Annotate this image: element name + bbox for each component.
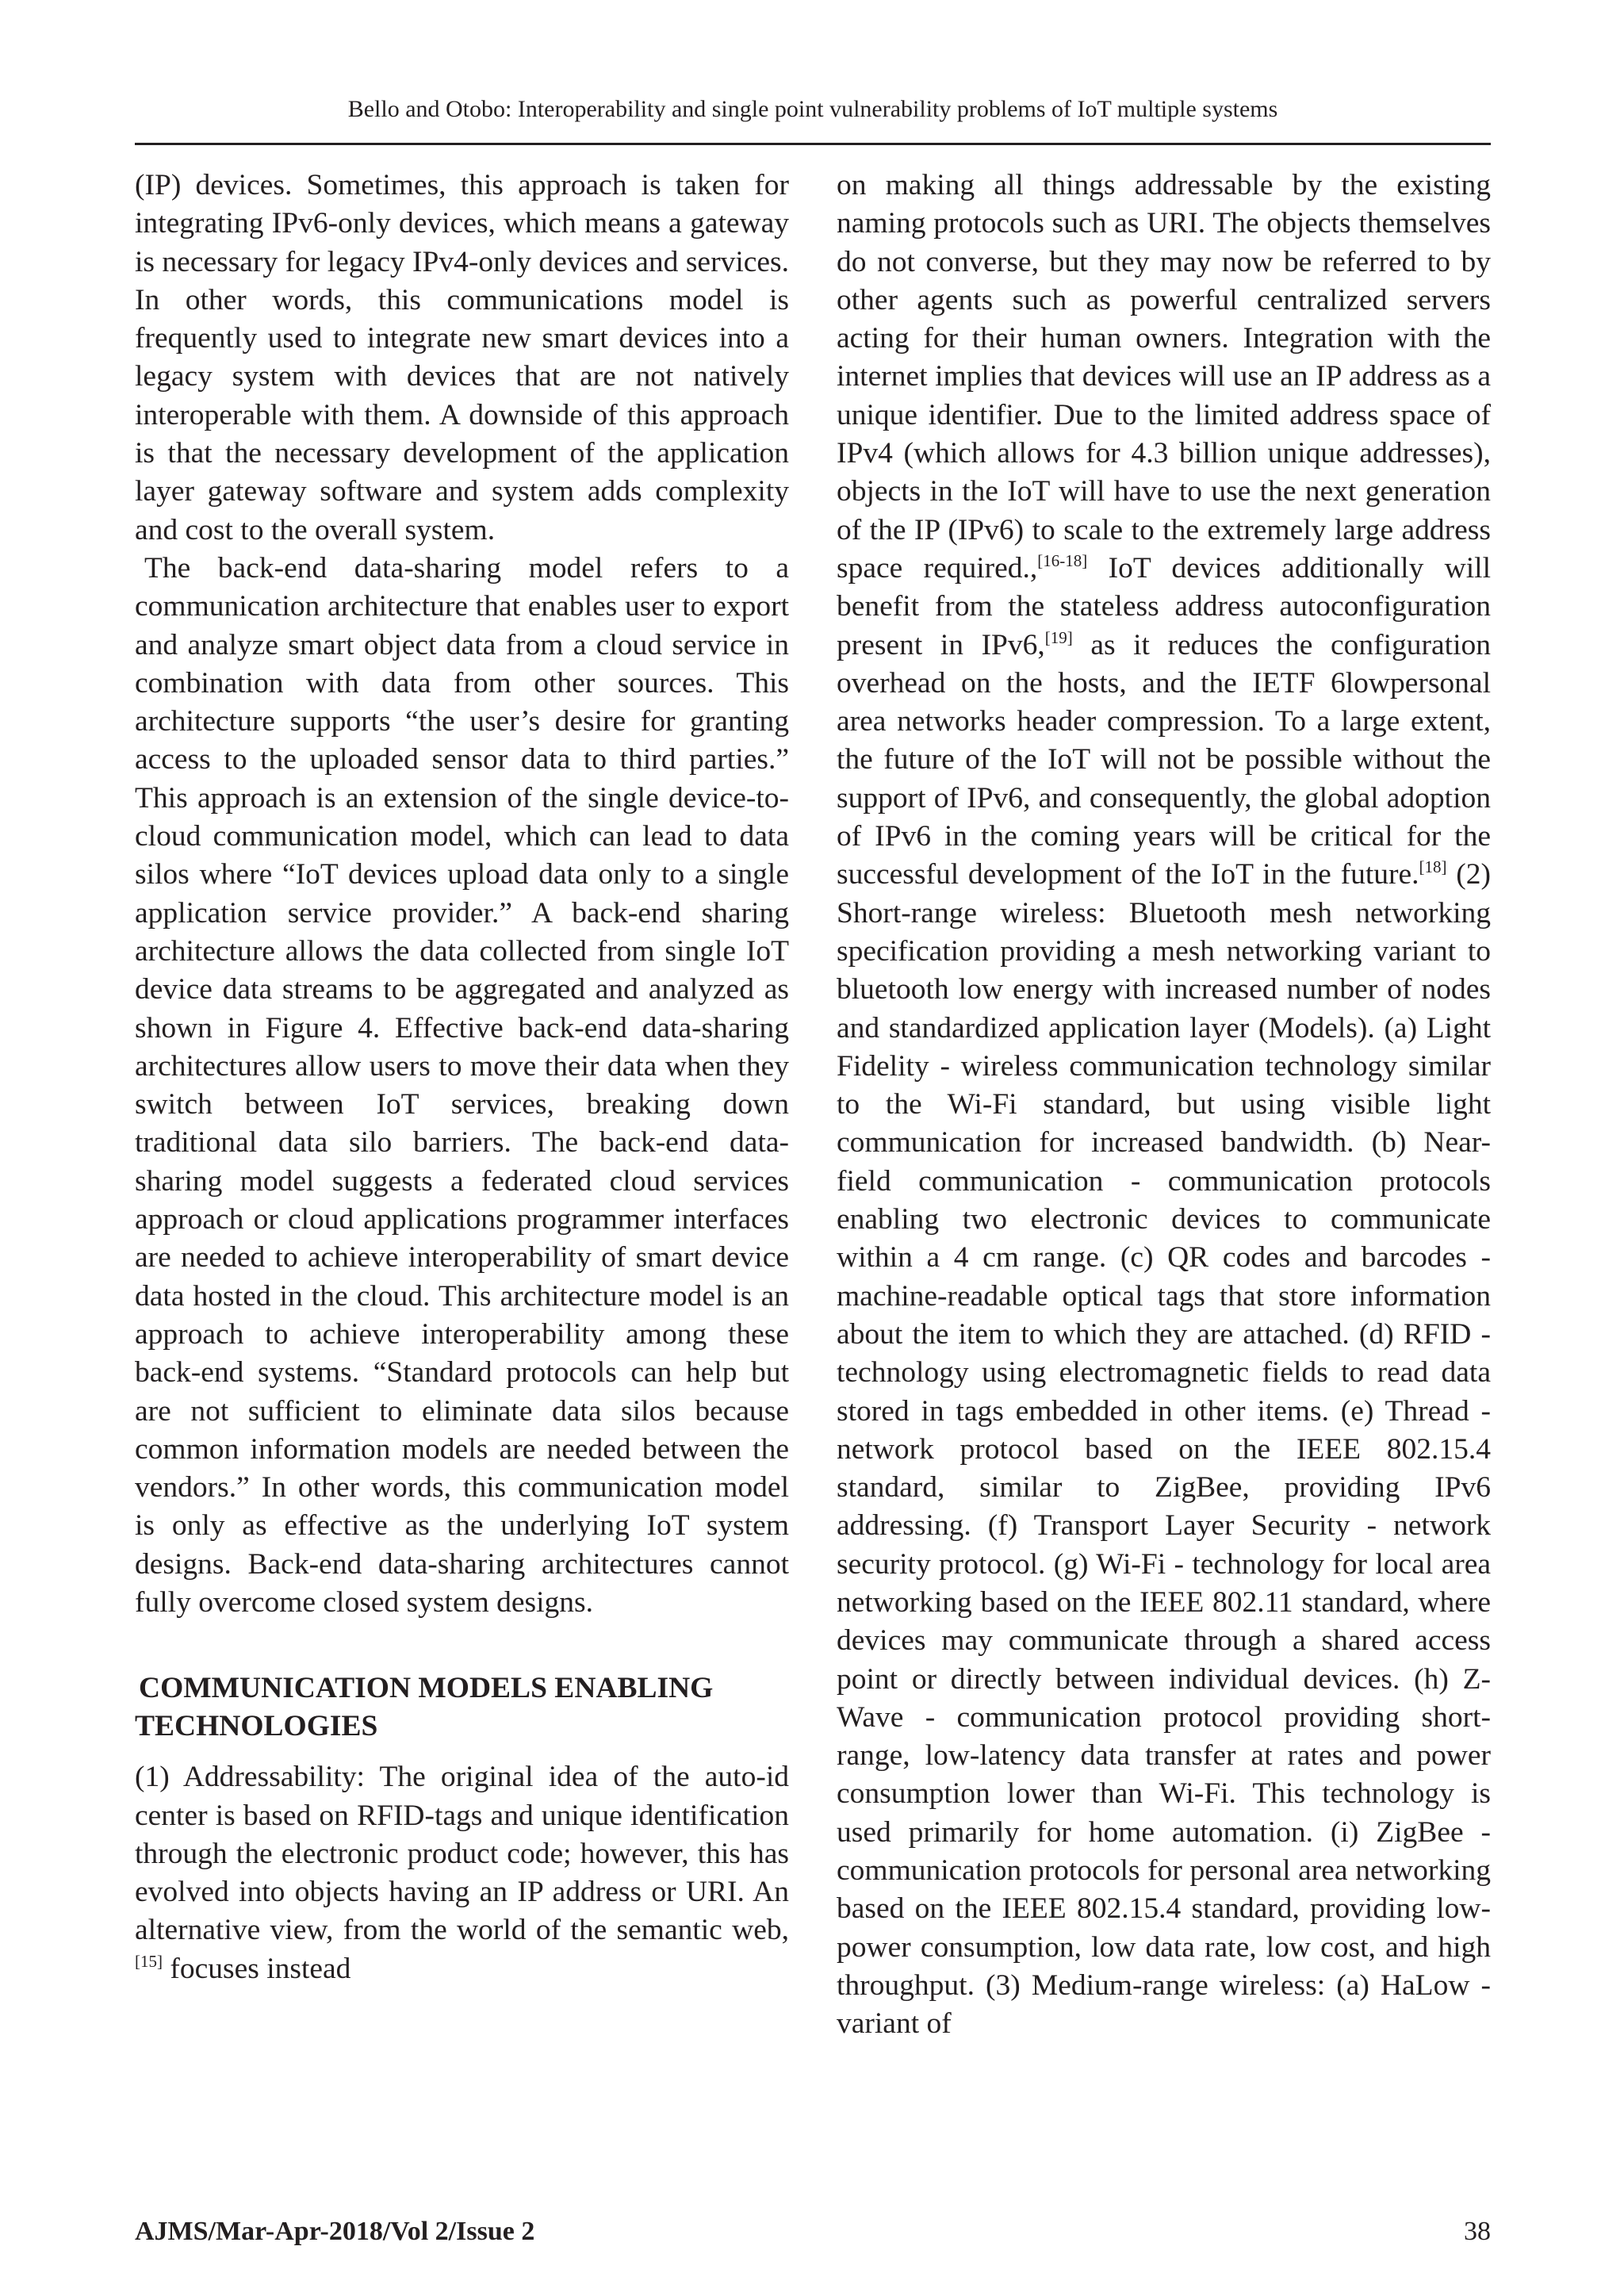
paragraph-addressability-continued	[837, 167, 1491, 2044]
addressability-tail: focuses instead	[163, 1952, 351, 1985]
right-text-1: on making all things addressable by the existing naming protocols such as URI. The objects themselves do not converse, but they may now be referred to by other agents such as powerful centralized servers acting for their human owners. Integration with the internet implies that devices will use an IP address as a unique identifier. Due to the limited address space of IPv4 (which allows for 4.3 billion unique addresses), objects in the IoT will have to use the next generation of the IP (IPv6) to scale to the extremely large address space required.,	[837, 169, 1491, 585]
header-rule	[135, 143, 1491, 145]
left-column	[135, 167, 789, 1988]
right-text-3: as it reduces the configuration overhead on the hosts, and the IETF 6lowpersonal area networks header compression. To a large extent, the future of the IoT will not be possible without the support of IPv6, and consequently, the global adoption of IPv6 in the coming years will be critical for the successful development of the IoT in the future.	[837, 628, 1491, 891]
section-heading-line-1: COMMUNICATION MODELS ENABLING	[139, 1672, 714, 1705]
section-heading	[135, 1669, 789, 1746]
citation-16-18: [16-18]	[1037, 550, 1088, 570]
addressability-text: (1) Addressability: The original idea of the auto-id center is based on RFID-tags and unique identification through the electronic product code; however, this has evolved into objects having an IP address or URI. An alternative view, from the world of the semantic web,	[135, 1761, 789, 1947]
paragraph-gateway-model: (IP) devices. Sometimes, this approach is taken for integrating IPv6-only devices, which means a gateway is necessary for legacy IPv4-only devices and services. In other words, this communications model is frequently used to integrate new smart devices into a legacy system with devices that are not natively interoperable with them. A downside of this approach is that the necessary development of the application layer gateway software and system adds complexity and cost to the overall system.	[135, 169, 789, 546]
citation-18: [18]	[1419, 857, 1447, 877]
running-title: Bello and Otobo: Interoperability and single point vulnerability problems of IoT multiple systems	[347, 96, 1278, 122]
running-header	[135, 94, 1491, 125]
right-column	[837, 167, 1491, 2044]
section-heading-line-2: TECHNOLOGIES	[135, 1710, 378, 1743]
paragraph-back-end-sharing: The back-end data-sharing model refers to a communication architecture that enables user to export and analyze smart object data from a cloud service in combination with data from other sources. This architecture supports “the user’s desire for granting access to the uploaded sensor data to third parties.” This approach is an extension of the single device-to-cloud communication model, which can lead to data silos where “IoT devices upload data only to a single application service provider.” A back-end sharing architecture allows the data collected from single IoT device data streams to be aggregated and analyzed as shown in Figure 4. Effective back-end data-sharing architectures allow users to move their data when they switch between IoT services, breaking down traditional data silo barriers. The back-end data-sharing model suggests a federated cloud services approach or cloud applications programmer interfaces are needed to achieve interoperability of smart device data hosted in the cloud. This architecture model is an approach to achieve interoperability among these back-end systems. “Standard protocols can help but are not sufficient to eliminate data silos because common information models are needed between the vendors.” In other words, this communication model is only as effective as the underlying IoT system designs. Back-end data-sharing architectures cannot fully overcome closed system designs.	[135, 551, 789, 1619]
citation-19: [19]	[1044, 627, 1073, 647]
citation-15: [15]	[135, 1951, 163, 1971]
paragraph-addressability	[135, 1758, 789, 1988]
page-number: 38	[1464, 2217, 1491, 2246]
right-text-4: (2) Short-range wireless: Bluetooth mesh networking specification providing a mesh networking variant to bluetooth low energy with increased number of nodes and standardized application layer (Models). (a) Light Fidelity - wireless communication technology similar to the Wi-Fi standard, but using visible light communication for increased bandwidth. (b) Near-field communication - communication protocols enabling two electronic devices to communicate within a 4 cm range. (c) QR codes and barcodes - machine-readable optical tags that store information about the item to which they are attached. (d) RFID - technology using electromagnetic fields to read data stored in tags embedded in other items. (e) Thread - network protocol based on the IEEE 802.15.4 standard, similar to ZigBee, providing IPv6 addressing. (f) Transport Layer Security - network security protocol. (g) Wi-Fi - technology for local area networking based on the IEEE 802.11 standard, where devices may communicate through a shared access point or directly between individual devices. (h) Z-Wave - communication protocol providing short-range, low-latency data transfer at rates and power consumption lower than Wi-Fi. This technology is used primarily for home automation. (i) ZigBee - communication protocols for personal area networking based on the IEEE 802.15.4 standard, providing low-power consumption, low data rate, low cost, and high throughput. (3) Medium-range wireless: (a) HaLow - variant of	[837, 858, 1491, 2041]
journal-issue: AJMS/Mar-Apr-2018/Vol 2/Issue 2	[135, 2217, 535, 2246]
right-text-2: IoT devices additionally will benefit from the stateless address autoconfiguration present in IPv6,	[837, 551, 1491, 661]
